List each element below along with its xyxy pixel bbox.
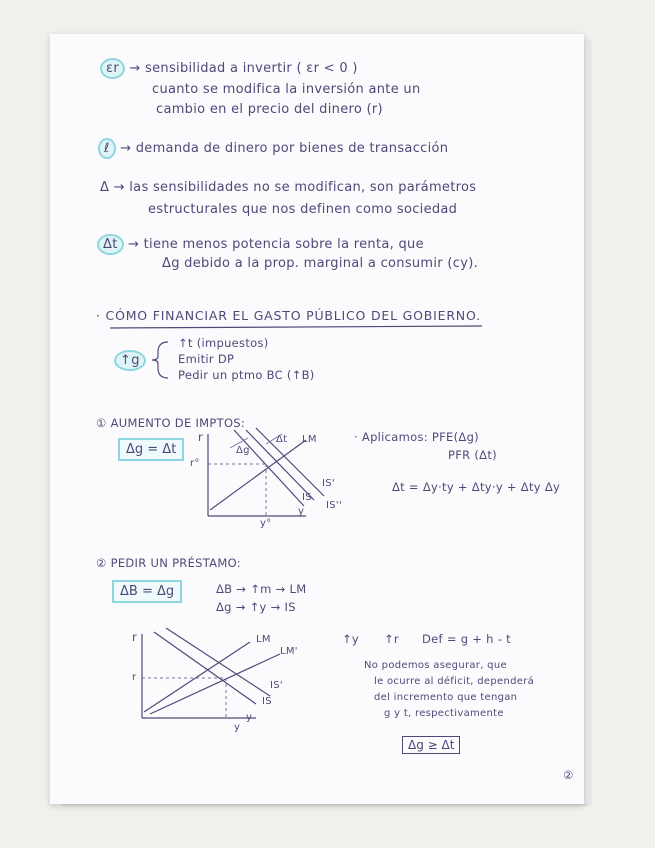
delta-line2: estructurales que nos definen como sociedad	[148, 202, 458, 217]
g1-axis-r: r	[198, 430, 204, 444]
l-line: → demanda de dinero por bienes de transacción	[120, 141, 449, 156]
delta-line1: → las sensibilidades no se modifican, son parámetros	[113, 180, 477, 195]
g2-axis-r: r	[132, 630, 138, 644]
g1-lm: LM	[302, 434, 317, 445]
brace-icon	[150, 340, 180, 380]
er-line1: → sensibilidad a invertir ( εr < 0 )	[129, 61, 358, 76]
er-symbol: εr	[100, 58, 125, 79]
note-line4: g y t, respectivamente	[384, 708, 504, 719]
g2-y0: y	[234, 722, 241, 733]
g1-is2: IS''	[326, 500, 342, 511]
heading1	[96, 416, 245, 430]
er-line3: cambio en el precio del dinero (r)	[156, 102, 383, 117]
delta-symbol: Δ	[100, 180, 110, 195]
islm-graph-2	[130, 628, 310, 728]
dt-line1: → tiene menos potencia sobre la renta, que	[128, 237, 424, 252]
er-line2: cuanto se modifica la inversión ante un	[152, 82, 421, 97]
heading1-text: AUMENTO DE IMPTOS:	[110, 416, 246, 430]
dt-row	[97, 234, 424, 255]
option-raise-taxes: ↑t (impuestos)	[178, 336, 269, 350]
dt-line2: Δg debido a la prop. marginal a consumir (cy).	[162, 256, 478, 271]
box-db-dg: ΔB = Δg	[112, 580, 182, 603]
islm-graph-1	[196, 430, 366, 530]
g1-r0: r°	[190, 458, 200, 469]
note-line1: No podemos asegurar, que	[364, 660, 507, 671]
page-number: ②	[563, 768, 574, 782]
g-symbol-wrap	[114, 350, 146, 371]
financing-title: · CÓMO FINANCIAR EL GASTO PÚBLICO DEL GOBIERNO.	[96, 308, 481, 323]
heading2	[96, 556, 241, 570]
option-loan: Pedir un ptmo BC (↑B)	[178, 368, 315, 382]
g1-dt: Δt	[276, 434, 288, 445]
heading2-number: ②	[96, 556, 107, 570]
heading2-text: PEDIR UN PRÉSTAMO:	[110, 556, 241, 570]
g1-dg: Δg	[236, 445, 250, 456]
g2-lm: LM	[256, 634, 271, 645]
g2-r0: r	[132, 672, 137, 683]
heading1-number: ①	[96, 416, 107, 430]
note-line3: del incremento que tengan	[374, 692, 518, 703]
deficit-equation: Def = g + h - t	[422, 632, 511, 646]
g1-is1: IS'	[322, 478, 335, 489]
g2-axis-y: y	[246, 712, 253, 723]
l-symbol: ℓ	[98, 138, 116, 159]
dt-symbol: Δt	[97, 234, 124, 255]
l-row	[98, 138, 448, 159]
chain-income: Δg → ↑y → IS	[216, 600, 296, 614]
g1-axis-y: y	[298, 506, 305, 517]
apply-line1: · Aplicamos: PFE(Δg)	[354, 430, 479, 444]
g1-y0: y°	[260, 518, 272, 529]
delta-row	[100, 180, 476, 195]
g2-lm1: LM'	[280, 646, 298, 657]
g2-is: IS	[262, 696, 272, 707]
g-symbol: ↑g	[114, 350, 146, 371]
title-underline	[110, 326, 490, 330]
box-dg-ge-dt: Δg ≥ Δt	[402, 736, 460, 754]
box-dg-dt: Δg = Δt	[118, 438, 184, 461]
up-y: ↑y	[342, 632, 360, 646]
er-row	[100, 58, 358, 79]
up-r: ↑r	[384, 632, 399, 646]
chain-money: ΔB → ↑m → LM	[216, 582, 307, 596]
g2-is1: IS'	[270, 680, 283, 691]
option-emit-dp: Emitir DP	[178, 352, 235, 366]
tax-formula: Δt = Δy·ty + Δty·y + Δty Δy	[392, 480, 561, 494]
apply-line2: PFR (Δt)	[448, 448, 497, 462]
g1-is: IS	[302, 492, 312, 503]
note-line2: le ocurre al déficit, dependerá	[374, 676, 535, 687]
